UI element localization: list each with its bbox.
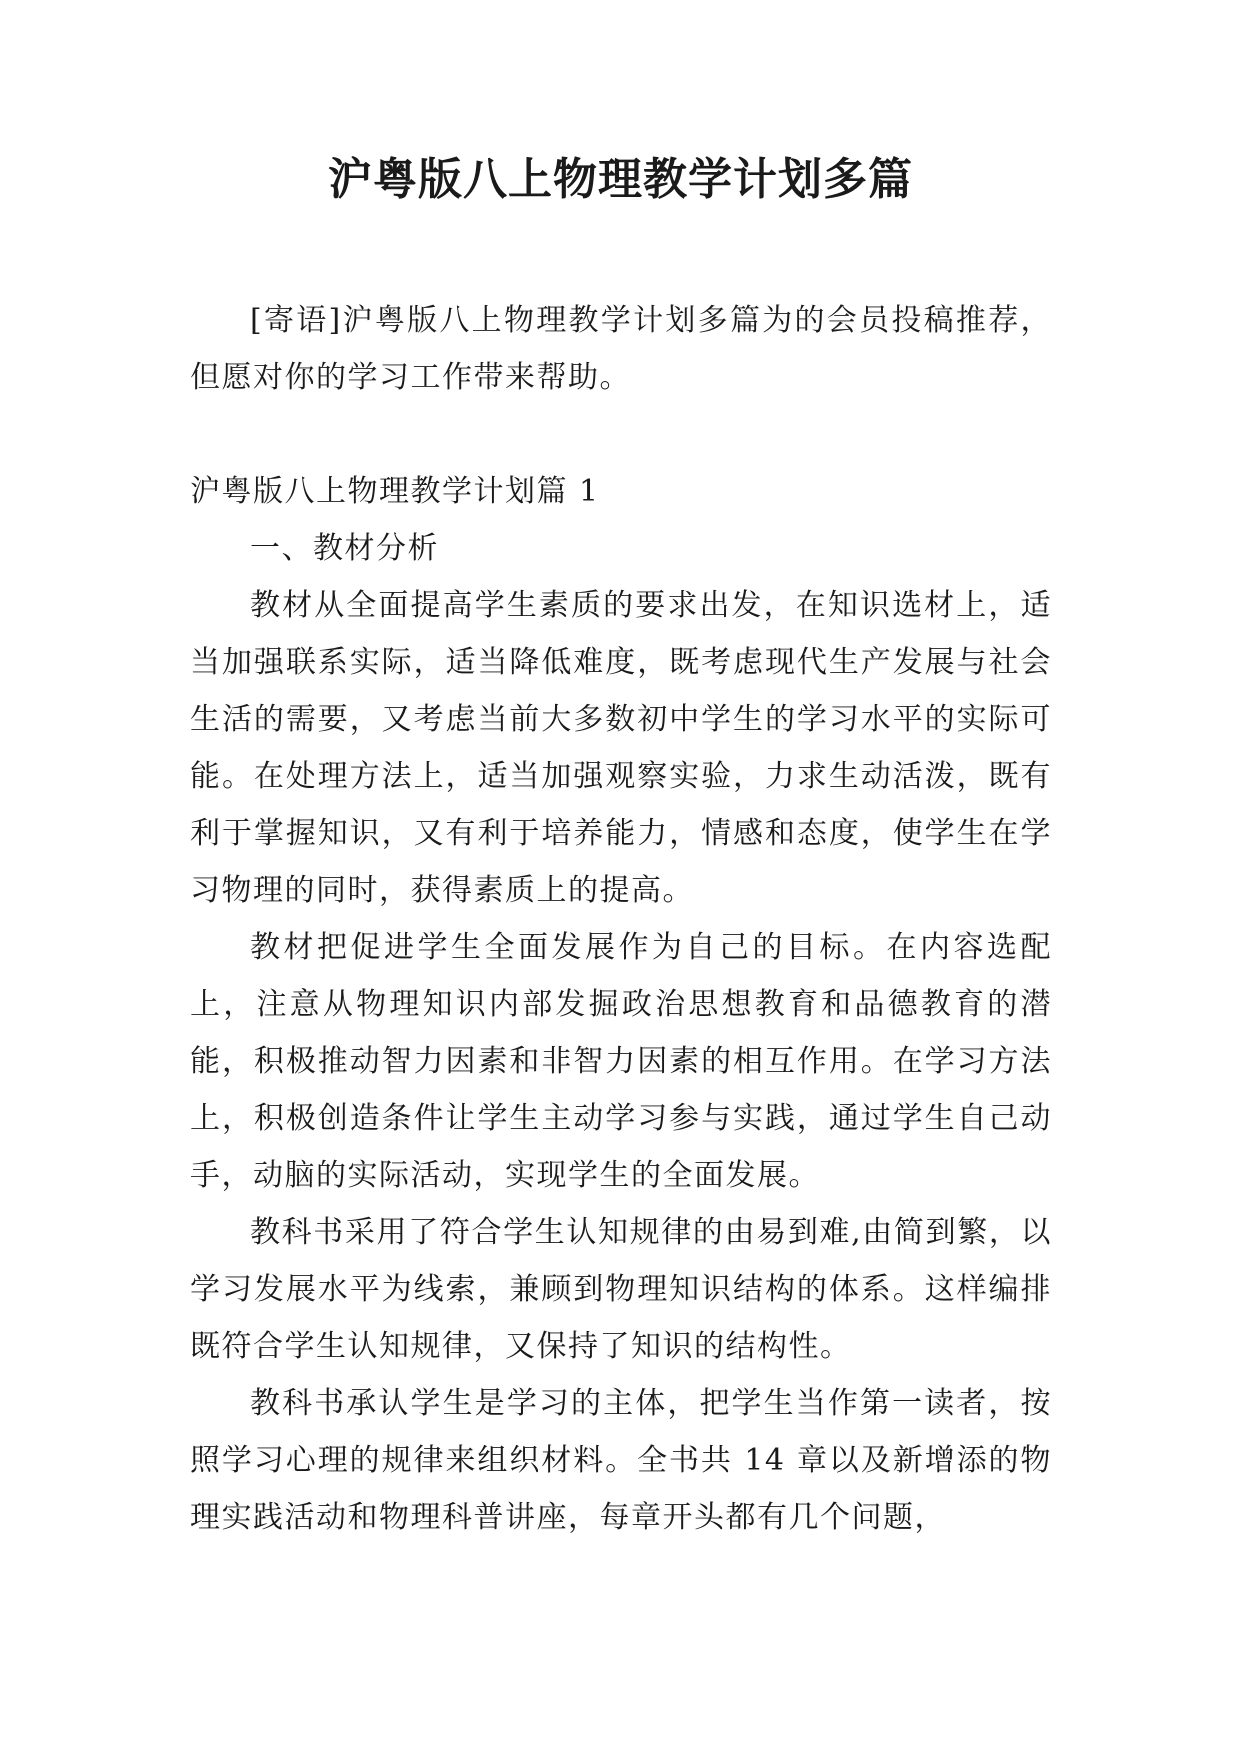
section-title: 沪粤版八上物理教学计划篇 1 bbox=[190, 474, 600, 509]
document-body bbox=[190, 292, 1052, 1546]
body-paragraph: 教材把促进学生全面发展作为自己的目标。在内容选配上，注意从物理知识内部发掘政治思想教育和品德教育的潜能，积极推动智力因素和非智力因素的相互作用。在学习方法上，积极创造条件让学生主动学习参与实践，通过学生自己动手，动脑的实际活动，实现学生的全面发展。 bbox=[190, 930, 1052, 1193]
body-paragraph: 教材从全面提高学生素质的要求出发，在知识选材上，适当加强联系实际，适当降低难度，既考虑现代生产发展与社会生活的需要，又考虑当前大多数初中学生的学习水平的实际可能。在处理方法上，适当加强观察实验，力求生动活泼，既有利于掌握知识，又有利于培养能力，情感和态度，使学生在学习物理的同时，获得素质上的提高。 bbox=[190, 588, 1052, 908]
document-title: 沪粤版八上物理教学计划多篇 bbox=[328, 154, 913, 205]
body-paragraph: 教科书承认学生是学习的主体，把学生当作第一读者，按照学习心理的规律来组织材料。全书共 14 章以及新增添的物理实践活动和物理科普讲座，每章开头都有几个问题， bbox=[190, 1386, 1052, 1535]
intro-paragraph: [寄语]沪粤版八上物理教学计划多篇为的会员投稿推荐，但愿对你的学习工作带来帮助。 bbox=[190, 303, 1052, 395]
subsection-heading: 一、教材分析 bbox=[250, 531, 439, 566]
body-paragraph: 教科书采用了符合学生认知规律的由易到难,由简到繁，以学习发展水平为线索，兼顾到物理知识结构的体系。这样编排既符合学生认知规律，又保持了知识的结构性。 bbox=[190, 1215, 1052, 1364]
